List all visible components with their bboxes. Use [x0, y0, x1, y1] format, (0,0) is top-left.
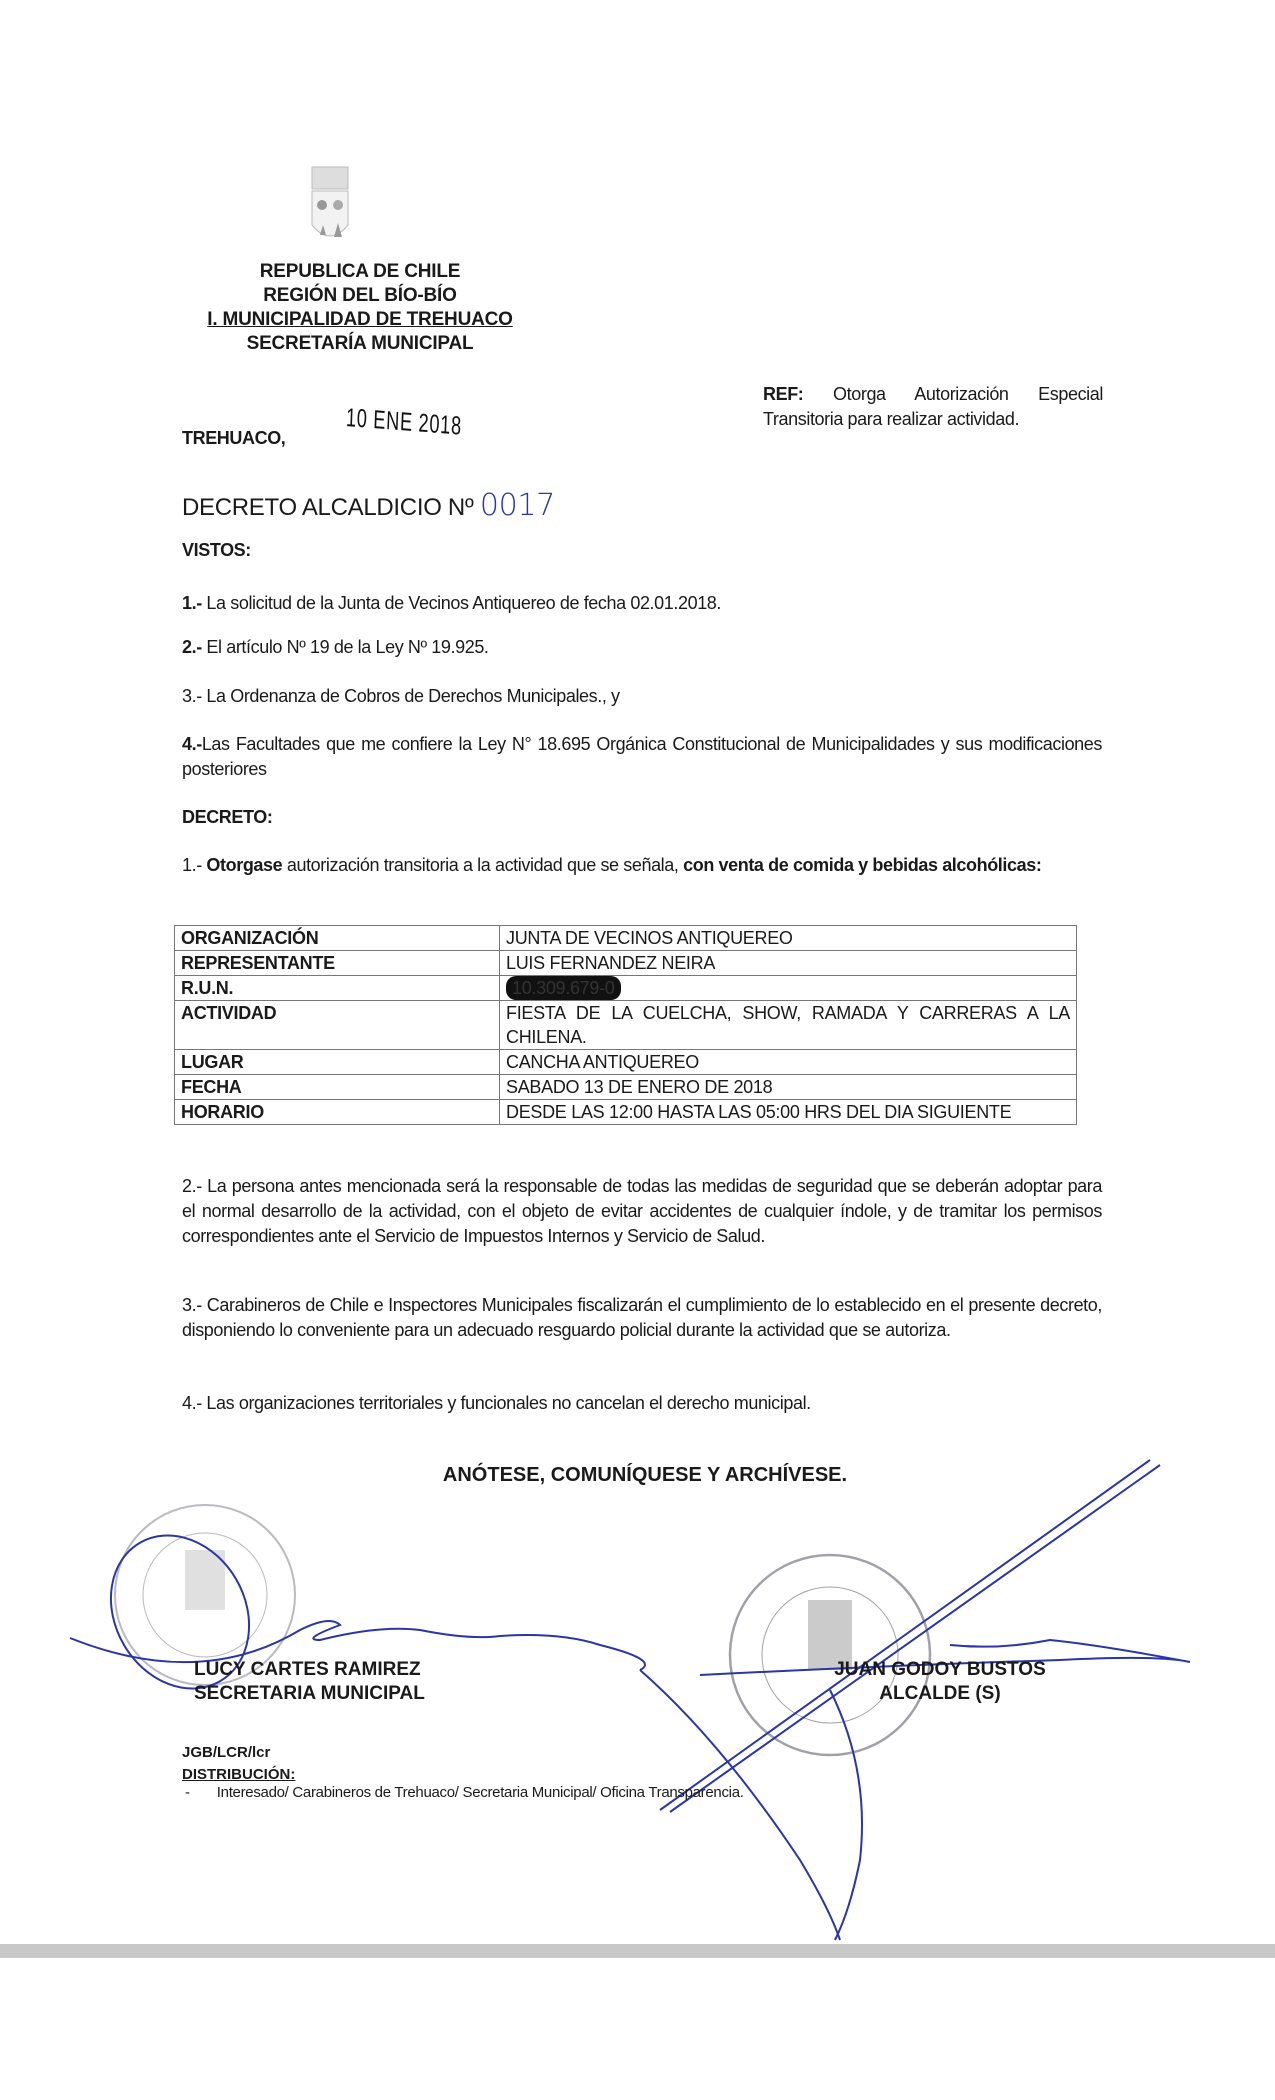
vistos-heading: VISTOS:: [182, 540, 251, 560]
ref-line2: Transitoria para realizar actividad.: [763, 409, 1020, 429]
row-label: HORARIO: [175, 1100, 500, 1125]
ref-label: REF:: [763, 384, 804, 404]
redacted-run: 10.309.679-0: [506, 976, 621, 1000]
row-value: LUIS FERNANDEZ NEIRA: [500, 951, 1077, 976]
decreto-item-2: 2.- La persona antes mencionada será la responsable de todas las medidas de seguridad que se deberán adoptar para el normal desarrollo de la actividad, con el objeto de evitar accidentes de cualquier índole, y de tramitar los permisos correspondientes ante el Servicio de Impuestos Internos y Servicio de Salud.: [182, 1176, 1102, 1246]
row-label: FECHA: [175, 1075, 500, 1100]
secretary-name: LUCY CARTES RAMIREZ: [194, 1659, 421, 1680]
row-label: ACTIVIDAD: [175, 1001, 500, 1050]
initials: JGB/LCR/lcr: [182, 1744, 271, 1761]
header-region: REGIÓN DEL BÍO-BÍO: [263, 285, 457, 306]
header-municipality: I. MUNICIPALIDAD DE TREHUACO: [207, 309, 513, 330]
mayor-role: ALCALDE (S): [879, 1683, 1001, 1704]
secretary-signature-block: [194, 1658, 425, 1706]
footer-block: [182, 1742, 295, 1786]
row-label: LUGAR: [175, 1050, 500, 1075]
decree-number: 0017: [479, 488, 555, 523]
row-label: ORGANIZACIÓN: [175, 926, 500, 951]
decreto-item-4: 4.- Las organizaciones territoriales y funcionales no cancelan el derecho municipal.: [182, 1393, 811, 1413]
table-row: [175, 976, 1077, 1001]
table-row: [175, 1100, 1077, 1125]
mayor-signature-block: [805, 1658, 1075, 1706]
row-value: FIESTA DE LA CUELCHA, SHOW, RAMADA Y CARRERAS A LA CHILENA.: [500, 1001, 1077, 1050]
header-office: SECRETARÍA MUNICIPAL: [246, 333, 474, 354]
place: TREHUACO,: [182, 428, 286, 448]
activity-table: [174, 925, 1077, 1125]
row-value: [500, 976, 1077, 1001]
mayor-seal: [730, 1555, 930, 1755]
coat-of-arms-logo: [306, 165, 354, 250]
table-row: [175, 926, 1077, 951]
row-label: R.U.N.: [175, 976, 500, 1001]
secretary-role: SECRETARIA MUNICIPAL: [194, 1683, 425, 1704]
ref-line1: Otorga Autorización Especial: [833, 384, 1103, 404]
vistos-item-2: 2.- El artículo Nº 19 de la Ley Nº 19.925.: [182, 637, 489, 657]
decreto-item-3: 3.- Carabineros de Chile e Inspectores Municipales fiscalizarán el cumplimiento de lo establecido en el presente decreto, disponiendo lo conveniente para un adecuado resguardo policial durante la actividad que se autoriza.: [182, 1295, 1102, 1340]
header-block: [180, 260, 540, 356]
decree-title: [182, 488, 555, 523]
table-row: [175, 1075, 1077, 1100]
vistos-item-4: 4.-Las Facultades que me confiere la Ley N° 18.695 Orgánica Constitucional de Municipalidades y sus modificaciones posteriores: [182, 734, 1102, 779]
scan-edge: [0, 1944, 1275, 1958]
row-value: DESDE LAS 12:00 HASTA LAS 05:00 HRS DEL DIA SIGUIENTE: [500, 1100, 1077, 1125]
distribution-heading: DISTRIBUCIÓN:: [182, 1766, 296, 1783]
vistos-item-3: 3.- La Ordenanza de Cobros de Derechos Municipales., y: [182, 686, 620, 706]
header-country: REPUBLICA DE CHILE: [259, 261, 461, 282]
mayor-name: JUAN GODOY BUSTOS: [834, 1659, 1046, 1680]
decreto-item-1: 1.- Otorgase autorización transitoria a la actividad que se señala, con venta de comida y bebidas alcohólicas:: [182, 855, 1042, 875]
row-label: REPRESENTANTE: [175, 951, 500, 976]
date-stamp: 10 ENE 2018: [345, 402, 463, 441]
ref-block: [763, 382, 1103, 432]
row-value: CANCHA ANTIQUEREO: [500, 1050, 1077, 1075]
vistos-item-1: 1.- La solicitud de la Junta de Vecinos Antiquereo de fecha 02.01.2018.: [182, 593, 722, 613]
table-row: [175, 1001, 1077, 1050]
row-value: SABADO 13 DE ENERO DE 2018: [500, 1075, 1077, 1100]
decree-title-text: DECRETO ALCALDICIO Nº: [182, 494, 474, 521]
decreto-heading: DECRETO:: [182, 807, 273, 827]
closing-formula: ANÓTESE, COMUNÍQUESE Y ARCHÍVESE.: [442, 1464, 848, 1486]
table-row: [175, 1050, 1077, 1075]
signatures-and-seals: [0, 1440, 1275, 1960]
distribution-item: - Interesado/ Carabineros de Trehuaco/ Secretaria Municipal/ Oficina Transparencia.: [185, 1784, 744, 1801]
table-row: [175, 951, 1077, 976]
row-value: JUNTA DE VECINOS ANTIQUEREO: [500, 926, 1077, 951]
